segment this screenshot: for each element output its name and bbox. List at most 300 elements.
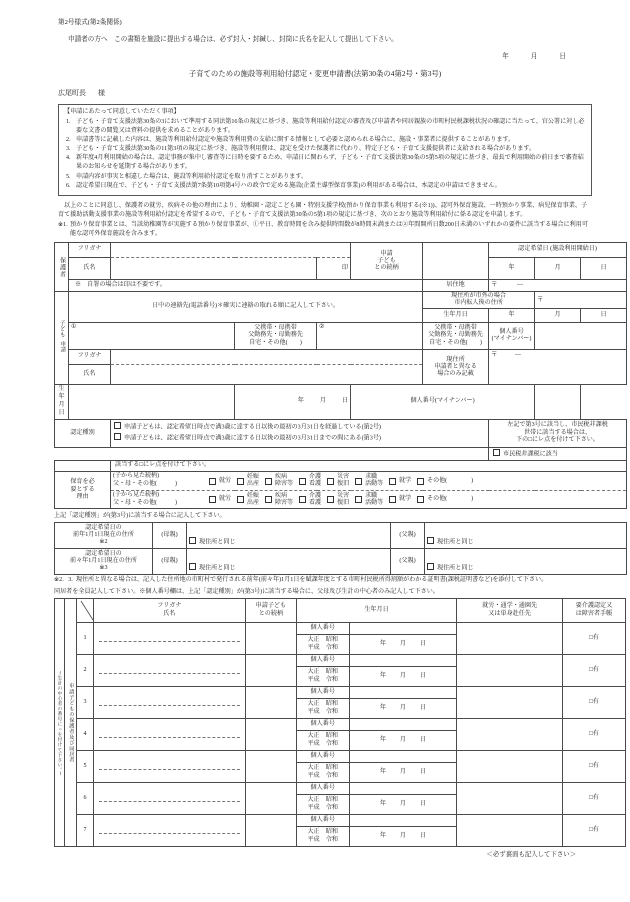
reason-opt-illness-2[interactable] — [265, 493, 293, 507]
cohabitant-mynumber-input-5[interactable] — [349, 751, 457, 763]
addressee — [58, 88, 606, 98]
cohabitant-row-2-mynumber — [55, 655, 626, 667]
reason-opt-illness-1[interactable] — [265, 474, 293, 488]
reason-opt-nursing-2[interactable] — [299, 493, 321, 507]
cohabitant-birthdate-1[interactable] — [349, 635, 457, 655]
desired-date-month[interactable]: 月 — [535, 258, 581, 280]
child-birthdate-ymd[interactable] — [235, 385, 351, 420]
cohabitant-birthdate-3[interactable] — [349, 699, 457, 719]
cohabitant-birthdate-2[interactable] — [349, 667, 457, 687]
date-month-label: 月 — [530, 53, 538, 61]
reason-checkbox-jobsearch-1[interactable] — [355, 478, 362, 485]
cohabitant-care-check-6[interactable]: □有 — [562, 783, 625, 815]
note-text: 預かり保育事業とは、当該幼稚園等が実施する預かり保育事業が、①平日、教育時間を含み提供時間数が8時間未満または②年間開所日数200日未満のいずれかの要件に該当する場合に利用可能な認可外保育施設を含みます。 — [70, 222, 588, 238]
cohabitant-mynumber-input-6[interactable] — [349, 783, 457, 795]
addressee-honorific: 様 — [98, 89, 105, 98]
cohabitant-era-5[interactable]: 大正 昭和 平成 令和 — [296, 763, 349, 783]
address-history-father-input-2[interactable] — [425, 549, 627, 575]
child-furigana-row — [55, 350, 627, 365]
reason-opt-school-2[interactable] — [389, 496, 411, 503]
cohabitant-birth-month-2: 月 — [399, 672, 406, 679]
cohabitant-mynumber-input-2[interactable] — [349, 655, 457, 667]
applicant-notice: 申請者の方へ この書類を施設に提出する場合は、必ず封入・封緘し、封筒に氏名を記入して提出して下さい。 — [68, 35, 398, 43]
cohabitant-birth-year-2: 年 — [379, 672, 386, 679]
cohabitant-care-check-2[interactable]: □有 — [562, 655, 625, 687]
cohabitant-birth-year-5: 年 — [379, 768, 386, 775]
cert-type-option-2-label: 申請子どもは、認定希望日時点で満3歳に達する日以後の最初の3月31日までの間にある(第3号) — [124, 435, 381, 442]
consent-item-text: 認定希望日現在で、子ども・子育て支援法第7条第10項第4号ハの政令で定める施設(企業主導型保育事業)の利用がある場合は、本認定の申請はできません。 — [76, 182, 501, 189]
consent-item — [64, 154, 586, 172]
cohabitants-side-label-sub: (生計の中心者の番号に○を付けて下さい。) — [57, 669, 63, 776]
cohabitant-birth-year-7: 年 — [379, 832, 386, 839]
consent-item-number: 6. — [66, 182, 71, 189]
address-history-note — [54, 576, 592, 585]
cohabitants-workplace-header: 就労・通学・通園先 又は単身赴任先 — [457, 599, 563, 623]
child-birthdate-row — [55, 385, 627, 420]
residence-label: 居住地 — [423, 280, 489, 292]
cohabitant-name-input-3[interactable] — [93, 687, 245, 719]
guardian-mynumber-input[interactable] — [535, 323, 627, 350]
reason-label-jobsearch-1: 求職 活動等 — [365, 474, 384, 488]
reason-checkbox-other-2[interactable] — [417, 496, 424, 503]
cohabitant-no-4: 4 — [77, 719, 93, 751]
cohabitant-mynumber-label-1: 個人番号 — [296, 623, 349, 635]
child-birthdate-input[interactable] — [69, 385, 235, 420]
consent-box — [58, 104, 592, 196]
cohabitants-birthdate-header: 生年月日 — [296, 599, 457, 623]
address-same-checkbox-mother-2[interactable] — [189, 563, 196, 570]
reason-checkbox-disaster-2[interactable] — [327, 496, 334, 503]
cohabitants-table — [54, 598, 626, 847]
cohabitant-birth-day-2: 日 — [420, 672, 427, 679]
reason-label-disaster-1: 災害 復旧 — [337, 474, 350, 488]
child-furigana-input[interactable] — [111, 350, 423, 365]
cohabitant-row-7-mynumber — [55, 815, 626, 827]
address-history-row-1 — [55, 523, 627, 549]
cohabitant-relation-input-3[interactable] — [245, 687, 296, 719]
reason-relation-options-2: 父・母・その他( ) — [113, 499, 177, 506]
desired-date-day[interactable]: 日 — [581, 258, 627, 280]
consent-item-number: 2. — [66, 136, 71, 143]
guardian-mynumber-label: 個人番号 (マイナンバー) — [489, 323, 535, 350]
reason-label-illness-1: 疾病 障害等 — [275, 474, 294, 488]
guardian-name-row — [55, 258, 627, 280]
reason-relation-options-1: 父・母・その他( ) — [113, 481, 177, 488]
reason-side-label-top — [55, 461, 111, 472]
postal-mark-icon: 〒 — [537, 295, 544, 303]
page-title: 子育てのための施設等利用給付認定・変更申請書(法第30条の4第2号・第3号) — [188, 68, 442, 78]
cohabitant-name-input-7[interactable] — [93, 815, 245, 847]
cohabitant-workplace-input-3[interactable] — [457, 687, 563, 719]
outside-city-address-row — [55, 292, 627, 309]
cohabitant-name-input-2[interactable] — [93, 655, 245, 687]
child-mynumber-input[interactable] — [535, 385, 581, 420]
consent-item-text: 申請内容が事実と相違した場合は、施設等利用給付認定を取り消すことがあります。 — [76, 173, 308, 180]
cohabitants-instruction: 同居者を全員記入して下さい。※個人番号欄は、上記「認定種別」が(第3号)に該当する場合に、父母及び生計の中心者のみ記入して下さい。 — [54, 589, 439, 596]
cohabitant-mynumber-input-4[interactable] — [349, 719, 457, 731]
address-same-checkbox-father-2[interactable] — [427, 563, 434, 570]
contact-detail-row — [55, 323, 627, 350]
cert-type-option-1-label: 申請子どもは、認定希望日時点で満3歳に達する日以後の最初の3月31日を経過している(第2号) — [124, 424, 381, 431]
consent-list — [64, 118, 586, 191]
reason-opt-other-1[interactable] — [417, 478, 473, 485]
guardian-name-input[interactable] — [111, 258, 317, 280]
consent-item — [64, 145, 586, 154]
reason-side-label: 保育を必 要とする 理由 — [55, 472, 111, 509]
reason-opt-other-2[interactable] — [417, 496, 473, 503]
cohabitant-workplace-input-1[interactable] — [457, 623, 563, 655]
reason-opt-jobsearch-2[interactable] — [355, 493, 383, 507]
child-side-label-1: 子ども — [58, 319, 65, 338]
cohabitant-relation-input-6[interactable] — [245, 783, 296, 815]
guardian-side-label: 保護者 — [58, 256, 65, 278]
reason-label-school-1: 就学 — [399, 477, 412, 484]
cohabitant-birth-month-6: 月 — [399, 800, 406, 807]
cohabitant-birth-day-5: 日 — [420, 768, 427, 775]
consent-item — [64, 118, 586, 136]
reason-label-employment-1: 就労 — [219, 477, 232, 484]
cohabitant-birthdate-5[interactable] — [349, 763, 457, 783]
cohabitant-care-check-1[interactable]: □有 — [562, 623, 625, 655]
guardian-furigana-input[interactable] — [111, 243, 351, 258]
reason-row-1 — [55, 472, 627, 491]
reason-checkbox-illness-2[interactable] — [265, 496, 272, 503]
reason-label-nursing-2: 介護 看護 — [309, 492, 322, 506]
reason-options-1[interactable] — [111, 472, 627, 491]
cohabitant-care-check-5[interactable]: □有 — [562, 751, 625, 783]
reason-opt-employment-2[interactable] — [209, 496, 231, 503]
diagonal-line-icon — [79, 600, 95, 621]
cohabitant-no-5: 5 — [77, 751, 93, 783]
footer-note: ＜必ず裏面も記入して下さい＞ — [486, 851, 576, 859]
reason-instruction-row — [55, 461, 627, 472]
cohabitant-name-input-6[interactable] — [93, 783, 245, 815]
cohabitant-birthdate-7[interactable] — [349, 827, 457, 847]
address-same-label-father-2: 現住所と同じ — [437, 565, 474, 572]
desired-date-label: 認定希望日 (施設利用開始日) — [489, 243, 627, 258]
cert-type-side-label: 認定種別 — [55, 419, 111, 447]
cohabitant-mynumber-label-4: 個人番号 — [296, 719, 349, 731]
reason-checkbox-employment-1[interactable] — [209, 478, 216, 485]
postal-dash: ― — [516, 282, 524, 289]
cohabitant-birthdate-4[interactable] — [349, 731, 457, 751]
cohabitants-side-label-outer-cell — [55, 599, 65, 847]
cohabitant-workplace-input-4[interactable] — [457, 719, 563, 751]
reason-label-school-2: 就学 — [399, 496, 412, 503]
reason-checkbox-disaster-1[interactable] — [327, 478, 334, 485]
cohabitant-birth-month-3: 月 — [399, 704, 406, 711]
cohabitants-no-header — [77, 599, 93, 623]
seal-note: ※ 自署の場合は印は不要です。 — [69, 280, 423, 292]
cert-type-option-2-row[interactable] — [114, 433, 485, 444]
child-side-label-2: 申請 — [59, 341, 66, 354]
contact-1-input[interactable] — [69, 323, 235, 350]
reason-opt-nursing-1[interactable] — [299, 474, 321, 488]
contact-2-number: ② — [319, 324, 325, 331]
spacer-cell — [55, 447, 489, 460]
reason-opt-pregnancy-2[interactable] — [237, 493, 259, 507]
relation-to-child-label: 申請 子ども との続柄 — [351, 243, 423, 280]
address-history-row-2 — [55, 549, 627, 575]
outside-city-address-input[interactable] — [535, 292, 627, 309]
cohabitant-relation-input-2[interactable] — [245, 655, 296, 687]
date-day-label: 日 — [559, 53, 566, 61]
seal-note-row — [55, 280, 627, 292]
cohabitant-birth-day-1: 日 — [420, 640, 427, 647]
reason-instruction: 該当する□にレ点を付けて下さい。 — [111, 461, 627, 472]
cohabitant-birth-month-5: 月 — [399, 768, 406, 775]
reason-relation-note-1: (子から見た続柄) — [113, 473, 159, 480]
postal-mark-icon: 〒 — [491, 281, 498, 289]
child-birth-day: 日 — [341, 398, 349, 405]
postal-dash: ― — [514, 352, 522, 359]
address-same-checkbox-father-1[interactable] — [427, 537, 434, 544]
reason-checkbox-employment-2[interactable] — [209, 496, 216, 503]
cohabitant-mynumber-label-3: 個人番号 — [296, 687, 349, 699]
reason-label-other-1: その他( ) — [427, 477, 474, 484]
reason-label-employment-2: 就労 — [219, 496, 232, 503]
cohabitant-mynumber-label-7: 個人番号 — [296, 815, 349, 827]
consent-item — [64, 136, 586, 145]
contact-2-type-options[interactable]: 父携帯・母携帯 父勤務先・母勤務先 自宅・その他( ) — [423, 323, 489, 350]
cohabitant-birth-year-3: 年 — [379, 704, 386, 711]
furigana-label: フリガナ — [69, 243, 111, 258]
cohabitant-row-5-mynumber — [55, 751, 626, 763]
reason-checkbox-pregnancy-2[interactable] — [237, 496, 244, 503]
cohabitant-mynumber-label-5: 個人番号 — [296, 751, 349, 763]
child-name-label: 氏名 — [69, 365, 111, 385]
address-history-label-1: 認定希望日の 前年1月1日現在の住所 ※2 — [55, 523, 153, 549]
cohabitants-relation-header: 申請子ども との続柄 — [245, 599, 296, 623]
cohabitant-birth-day-3: 日 — [420, 704, 427, 711]
address-history-mother-label-1: (母親) — [153, 523, 187, 549]
address-history-mother-label-2: (母親) — [153, 549, 187, 575]
cohabitants-care-header: 要介護認定又 は障害者手帳 — [562, 599, 625, 623]
reason-label-jobsearch-2: 求職 活動等 — [365, 492, 384, 506]
child-birth-month: 月 — [319, 398, 326, 405]
cohabitant-care-check-3[interactable]: □有 — [562, 687, 625, 719]
cert-type-row — [55, 419, 627, 447]
cohabitant-birth-day-6: 日 — [420, 800, 427, 807]
reason-checkbox-pregnancy-1[interactable] — [237, 478, 244, 485]
cohabitants-name-header: フリガナ 氏名 — [93, 599, 245, 623]
reason-checkbox-nursing-2[interactable] — [299, 496, 306, 503]
cohabitants-header-row — [55, 599, 626, 623]
cohabitant-birth-month-4: 月 — [399, 736, 406, 743]
reason-label-illness-2: 疾病 障害等 — [275, 492, 294, 506]
cohabitant-workplace-input-7[interactable] — [457, 815, 563, 847]
cohabitant-birth-day-7: 日 — [420, 832, 427, 839]
cohabitant-birth-year-1: 年 — [379, 640, 386, 647]
address-history-table — [54, 522, 627, 575]
residence-address-input[interactable] — [489, 280, 627, 292]
reason-relation-1[interactable] — [113, 473, 209, 489]
date-year-label: 年 — [502, 53, 509, 61]
address-note-text: 現住所と異なる場合は、記入した住所地の市町村で発行される前年(前々年)1月1日を賦課年度とする市町村民税所得割額がわかる証明書(課税証明書など)を添付して下さい。 — [76, 577, 548, 584]
cohabitant-mynumber-label-2: 個人番号 — [296, 655, 349, 667]
consent-item — [64, 173, 586, 182]
cert-type-options[interactable] — [111, 419, 489, 447]
child-birthdate-label: 生年月日 — [55, 385, 69, 420]
guardian-birthdate-label: 生年月日 — [423, 309, 489, 323]
consent-item-text: 子ども・子育て支援法第30条の11第3項の規定に基づき、施設等利用費は、認定を受けた保護者に代わり、特定子ども・子育て支援提供者に支給される場合があります。 — [76, 146, 536, 153]
cohabitant-birth-month-1: 月 — [399, 640, 406, 647]
cohabitant-mynumber-input-3[interactable] — [349, 687, 457, 699]
reason-options-container-1 — [113, 473, 624, 489]
cohabitant-relation-input-5[interactable] — [245, 751, 296, 783]
consent-item-number: 3. — [66, 146, 71, 153]
cohabitant-no-1: 1 — [77, 623, 93, 655]
cohabitant-birth-year-6: 年 — [379, 800, 386, 807]
contact-1-type-options[interactable]: 父携帯・母携帯 父勤務先・母勤務先 自宅・その他( ) — [235, 323, 317, 350]
reason-checkbox-illness-1[interactable] — [265, 478, 272, 485]
consent-item-number: 4. — [66, 155, 71, 162]
cohabitant-row-4-mynumber — [55, 719, 626, 731]
cohabitant-care-check-4[interactable]: □有 — [562, 719, 625, 751]
cohabitant-no-7: 7 — [77, 815, 93, 847]
child-birth-year: 年 — [297, 398, 304, 405]
reason-opt-jobsearch-1[interactable] — [355, 474, 383, 488]
address-same-label-father-1: 現住所と同じ — [437, 539, 474, 546]
guardian-side-label-cell — [55, 243, 69, 292]
cohabitant-era-3[interactable]: 大正 昭和 平成 令和 — [296, 699, 349, 719]
child-furigana-label: フリガナ — [69, 350, 111, 365]
cohabitant-name-input-1[interactable] — [93, 623, 245, 655]
applicant-information-table — [54, 242, 627, 509]
reason-opt-disaster-1[interactable] — [327, 474, 349, 488]
cohabitant-care-check-7[interactable]: □有 — [562, 815, 625, 847]
reason-opt-employment-1[interactable] — [209, 478, 231, 485]
cohabitant-workplace-input-2[interactable] — [457, 655, 563, 687]
cohabitant-name-input-5[interactable] — [93, 751, 245, 783]
cohabitant-era-6[interactable]: 大正 昭和 平成 令和 — [296, 795, 349, 815]
address-history-mother-input-1[interactable] — [187, 523, 391, 549]
cohabitants-side-label-main: 申請子どもの保護者及び同居者 — [68, 682, 75, 763]
reason-options-container-2 — [113, 492, 624, 508]
consent-item-text: 子ども・子育て支援法第30条の3において準用する同法第16条の規定に基づき、施設等利用給付認定の審査及び申請者や同居親族の市町村民税課税状況の確認に当たって、官公署に対し必要な文書の閲覧又は資料の提供を求めることがあります。 — [76, 118, 585, 134]
reason-label-pregnancy-2: 妊娠 出産 — [247, 492, 260, 506]
intro-paragraph: 以上のことに同意し、保護者の就労、疾病その他の理由により、幼稚園・認定こども園・特別支援学校(預かり保育事業も利用する(※1))、認可外保育施設、一時預かり事業、病児保育事業、子育て援助活動支援事業の施設等利用給付認定を希望するので、子ども・子育て支援法第30条の5第1項の規定に基づき、次のとおり施設等利用給付に係る認定を申請します。 — [58, 202, 588, 218]
cohabitant-era-1[interactable]: 大正 昭和 平成 令和 — [296, 635, 349, 655]
address-history-instruction: 上記「認定種別」が(第3号)に該当する場合に記入して下さい。 — [54, 513, 226, 520]
cohabitant-relation-input-7[interactable] — [245, 815, 296, 847]
desired-date-year[interactable]: 年 — [489, 258, 535, 280]
nontax-household-option[interactable] — [489, 447, 627, 460]
cohabitant-birth-month-7: 月 — [399, 832, 406, 839]
cohabitant-era-2[interactable]: 大正 昭和 平成 令和 — [296, 667, 349, 687]
cohabitant-birth-day-4: 日 — [420, 736, 427, 743]
reason-checkbox-school-2[interactable] — [389, 496, 396, 503]
address-history-father-label-2: (父親) — [391, 549, 425, 575]
nontax-household-label: 市民税非課税に該当 — [503, 451, 558, 458]
cohabitant-row-1-mynumber — [55, 623, 626, 635]
addressee-name: 広尾町長 — [58, 89, 86, 98]
guardian-relation-input[interactable] — [423, 243, 489, 280]
consent-item-number: 1. — [66, 118, 71, 125]
address-same-label-mother-2: 現住所と同じ — [199, 565, 236, 572]
note-marker: ※1. — [58, 222, 68, 229]
cert-type-option-1-row[interactable] — [114, 422, 485, 433]
consent-item-text: 申請書等に記載した内容は、施設等利用給付認定や施設等利用費の支給に関する情報として必要と認められる場合に、施設・事業者に提供することがあります。 — [76, 136, 515, 143]
reason-opt-pregnancy-1[interactable] — [237, 474, 259, 488]
reason-checkbox-other-1[interactable] — [417, 478, 424, 485]
postal-mark-icon: 〒 — [491, 351, 498, 359]
cohabitant-mynumber-input-7[interactable] — [349, 815, 457, 827]
cohabitant-era-7[interactable]: 大正 昭和 平成 令和 — [296, 827, 349, 847]
address-history-label-2: 認定希望日の 前々年1月1日現在の住所 ※3 — [55, 549, 153, 575]
reason-opt-school-1[interactable] — [389, 478, 411, 485]
child-name-input[interactable] — [111, 365, 423, 385]
cohabitant-row-3-mynumber — [55, 687, 626, 699]
intro-note-1 — [58, 221, 592, 239]
address-history-father-input-1[interactable] — [425, 523, 627, 549]
cohabitant-no-2: 2 — [77, 655, 93, 687]
address-history-father-label-1: (父親) — [391, 523, 425, 549]
outside-city-label: 現住所が市外の場合 市内転入後の住所 — [423, 292, 535, 309]
child-side-label-cell — [55, 292, 69, 385]
contact-2-input[interactable] — [317, 323, 423, 350]
submission-date-line — [24, 52, 566, 62]
cert-type-option-1-checkbox[interactable] — [114, 422, 121, 429]
address-note-marker: ※2．3. — [54, 577, 73, 584]
consent-item-number: 5. — [66, 173, 71, 180]
reason-relation-note-2: (子から見た続柄) — [113, 491, 159, 498]
cohabitant-era-4[interactable]: 大正 昭和 平成 令和 — [296, 731, 349, 751]
cert-type-option-2-checkbox[interactable] — [114, 433, 121, 440]
reason-checkbox-jobsearch-2[interactable] — [355, 496, 362, 503]
reason-label-nursing-1: 介護 看護 — [309, 474, 322, 488]
guardian-birth-day[interactable]: 日 — [581, 309, 627, 323]
reason-relation-2[interactable] — [113, 492, 209, 508]
cohabitant-mynumber-label-6: 個人番号 — [296, 783, 349, 795]
child-mynumber-label: 個人番号(マイナンバー) — [351, 385, 535, 420]
cohabitant-row-6-mynumber — [55, 783, 626, 795]
reason-label-pregnancy-1: 妊娠 出産 — [247, 474, 260, 488]
consent-title: 【申請にあたって同意していただく事項】 — [64, 108, 180, 115]
cohabitant-relation-input-4[interactable] — [245, 719, 296, 751]
contact-header: 日中の連絡先(電話番号)＊確実に連絡の取れる順に記入して下さい。 — [69, 292, 423, 323]
cohabitant-birth-year-4: 年 — [379, 736, 386, 743]
reason-checkbox-nursing-1[interactable] — [299, 478, 306, 485]
contact-1-number: ① — [71, 324, 77, 331]
cohabitant-name-input-4[interactable] — [93, 719, 245, 751]
reason-options-2[interactable] — [111, 490, 627, 509]
child-current-address-input[interactable] — [489, 350, 627, 385]
consent-item — [64, 182, 586, 191]
name-label: 氏名 — [69, 258, 111, 280]
cohabitant-workplace-input-6[interactable] — [457, 783, 563, 815]
cohabitant-no-3: 3 — [77, 687, 93, 719]
seal-mark: 印 — [317, 258, 351, 280]
guardian-birth-month[interactable]: 月 — [535, 309, 581, 323]
cohabitant-birthdate-6[interactable] — [349, 795, 457, 815]
address-history-mother-input-2[interactable] — [187, 549, 391, 575]
address-same-checkbox-mother-1[interactable] — [189, 537, 196, 544]
cohabitant-no-6: 6 — [77, 783, 93, 815]
cohabitants-side-label-cell — [65, 599, 77, 847]
reason-row-2 — [55, 490, 627, 509]
cohabitant-workplace-input-5[interactable] — [457, 751, 563, 783]
reason-checkbox-school-1[interactable] — [389, 478, 396, 485]
child-current-address-label: 現住所 申請者と異なる 場合のみ記載 — [423, 350, 489, 385]
cohabitant-mynumber-input-1[interactable] — [349, 623, 457, 635]
reason-opt-disaster-2[interactable] — [327, 493, 349, 507]
nontax-household-checkbox[interactable] — [493, 449, 500, 456]
cohabitant-relation-input-1[interactable] — [245, 623, 296, 655]
guardian-birth-year[interactable]: 年 — [489, 309, 535, 323]
form-number: 第2号様式(第2条関係) — [58, 19, 122, 26]
desired-date-row — [55, 243, 627, 258]
